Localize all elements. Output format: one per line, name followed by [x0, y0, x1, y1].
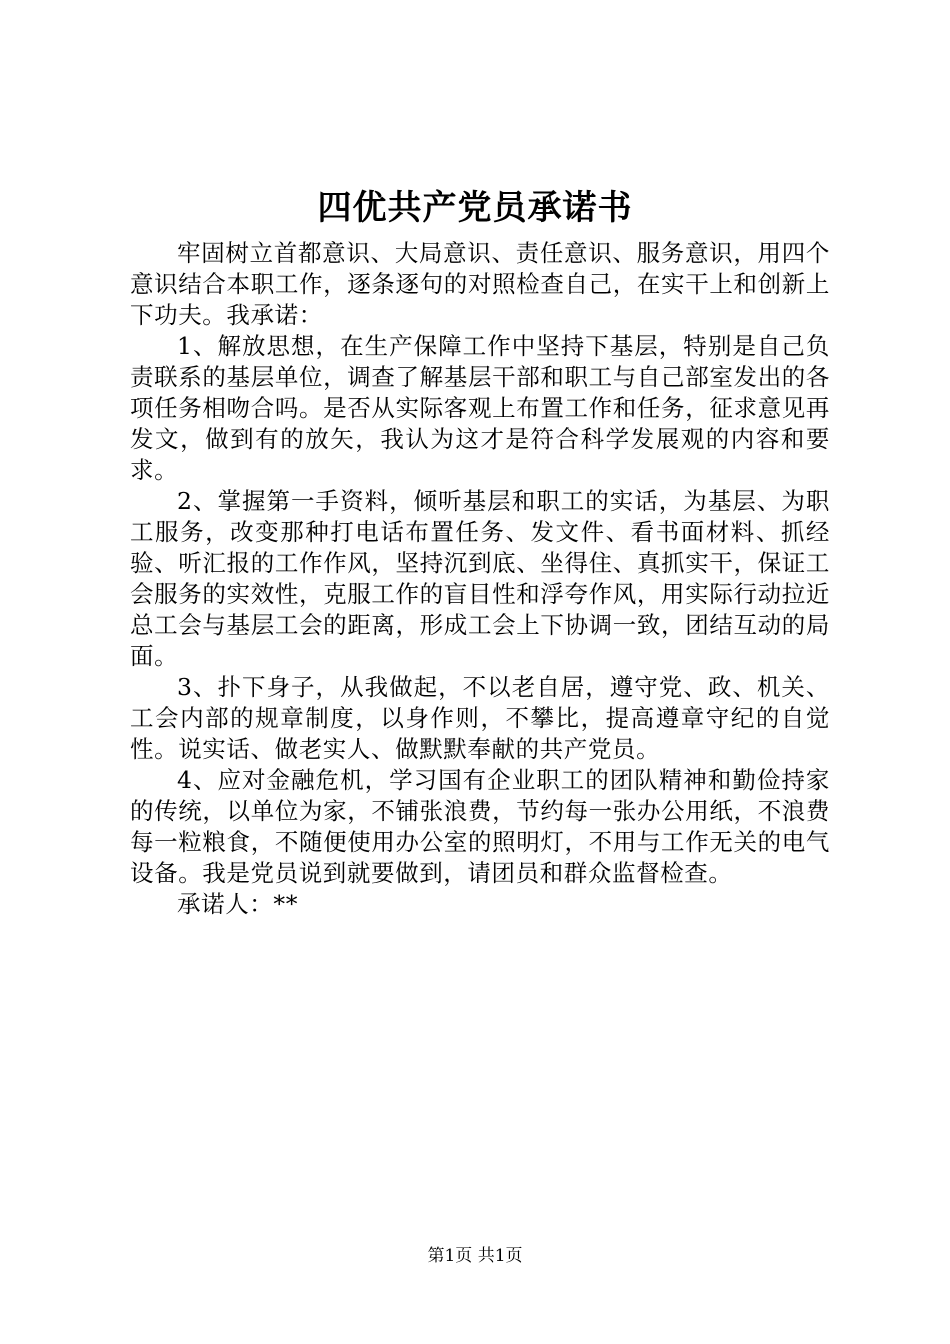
paragraph-item-3: 3、扑下身子，从我做起，不以老自居，遵守党、政、机关、工会内部的规章制度，以身作则，不攀比，提高遵章守纪的自觉性。说实话、做老实人、做默默奉献的共产党员。 [130, 673, 830, 763]
signature-line: 承诺人：** [177, 890, 299, 918]
paragraph-item-2: 2、掌握第一手资料，倾听基层和职工的实话，为基层、为职工服务，改变那种打电话布置任务、发文件、看书面材料、抓经验、听汇报的工作作风，坚持沉到底、坐得住、真抓实干，保证工会服务的实效性，克服工作的盲目性和浮夸作风，用实际行动拉近总工会与基层工会的距离，形成工会上下协调一致，团结互动的局面。 [130, 487, 830, 670]
paragraph-item-1: 1、解放思想，在生产保障工作中坚持下基层，特别是自己负责联系的基层单位，调查了解基层干部和职工与自己部室发出的各项任务相吻合吗。是否从实际客观上布置工作和任务，征求意见再发文，做到有的放矢，我认为这才是符合科学发展观的内容和要求。 [130, 332, 830, 484]
document-title: 四优共产党员承诺书 [317, 188, 633, 228]
paragraph-item-4: 4、应对金融危机，学习国有企业职工的团队精神和勤俭持家的传统，以单位为家，不铺张浪费，节约每一张办公用纸，不浪费每一粒粮食，不随便使用办公室的照明灯，不用与工作无关的电气设备。我是党员说到就要做到，请团员和群众监督检查。 [130, 766, 830, 887]
document-body [130, 238, 830, 920]
paragraph-intro: 牢固树立首都意识、大局意识、责任意识、服务意识，用四个意识结合本职工作，逐条逐句的对照检查自己，在实干上和创新上下功夫。我承诺： [130, 239, 830, 329]
page-number-footer: 第1页 共1页 [427, 1246, 523, 1266]
